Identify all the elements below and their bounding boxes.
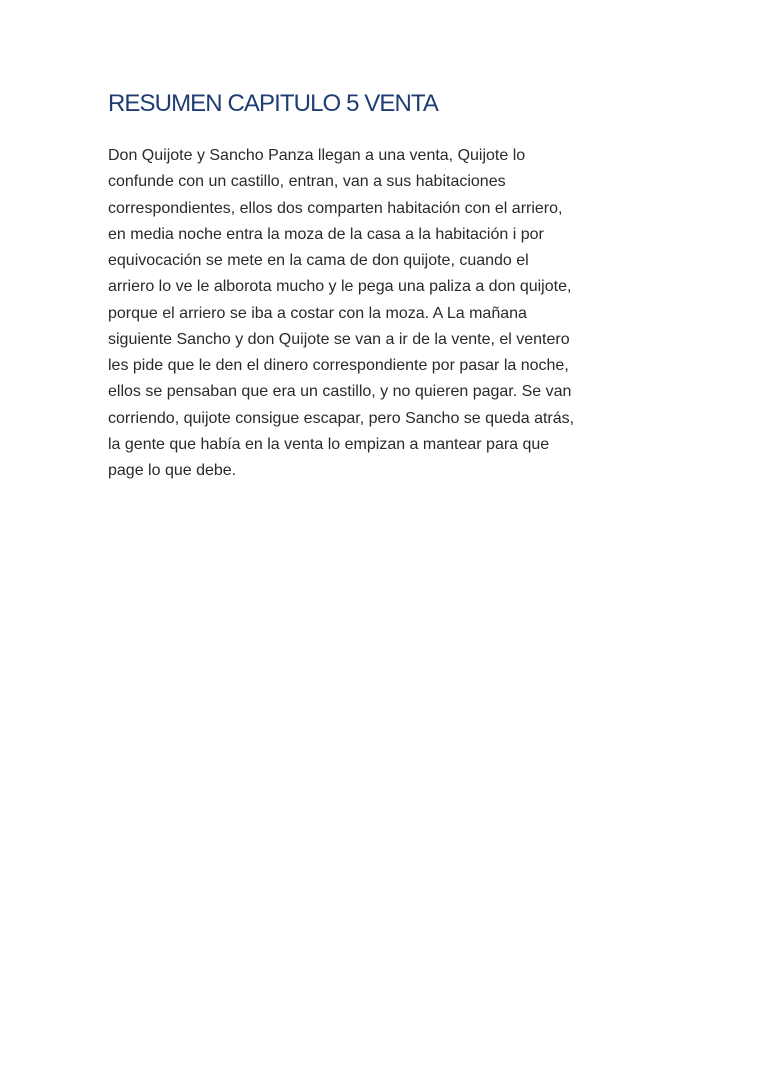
body-line: equivocación se mete en la cama de don quijote, cuando el [108, 252, 529, 269]
body-line: page lo que debe. [108, 462, 237, 479]
body-line: les pide que le den el dinero correspondiente por pasar la noche, [108, 357, 569, 374]
body-line: Don Quijote y Sancho Panza llegan a una venta, Quijote lo [108, 147, 526, 164]
body-line: en media noche entra la moza de la casa a la habitación i por [108, 225, 544, 243]
document-title: RESUMEN CAPITULO 5 VENTA [108, 90, 439, 117]
body-line: correspondientes, ellos dos comparten habitación con el arriero, [108, 199, 563, 217]
body-line: porque el arriero se iba a costar con la moza. A La mañana [108, 304, 527, 322]
body-line: arriero lo ve le alborota mucho y le pega una paliza a don quijote, [108, 278, 572, 296]
body-line: corriendo, quijote consigue escapar, pero Sancho se queda atrás, [108, 409, 575, 427]
document-body [108, 143, 668, 484]
body-line: confunde con un castillo, entran, van a sus habitaciones [108, 173, 506, 191]
body-line: ellos se pensaban que era un castillo, y no quieren pagar. Se van [108, 383, 572, 401]
body-line: siguiente Sancho y don Quijote se van a ir de la vente, el ventero [108, 330, 570, 348]
body-line: la gente que había en la venta lo empizan a mantear para que [108, 435, 550, 453]
